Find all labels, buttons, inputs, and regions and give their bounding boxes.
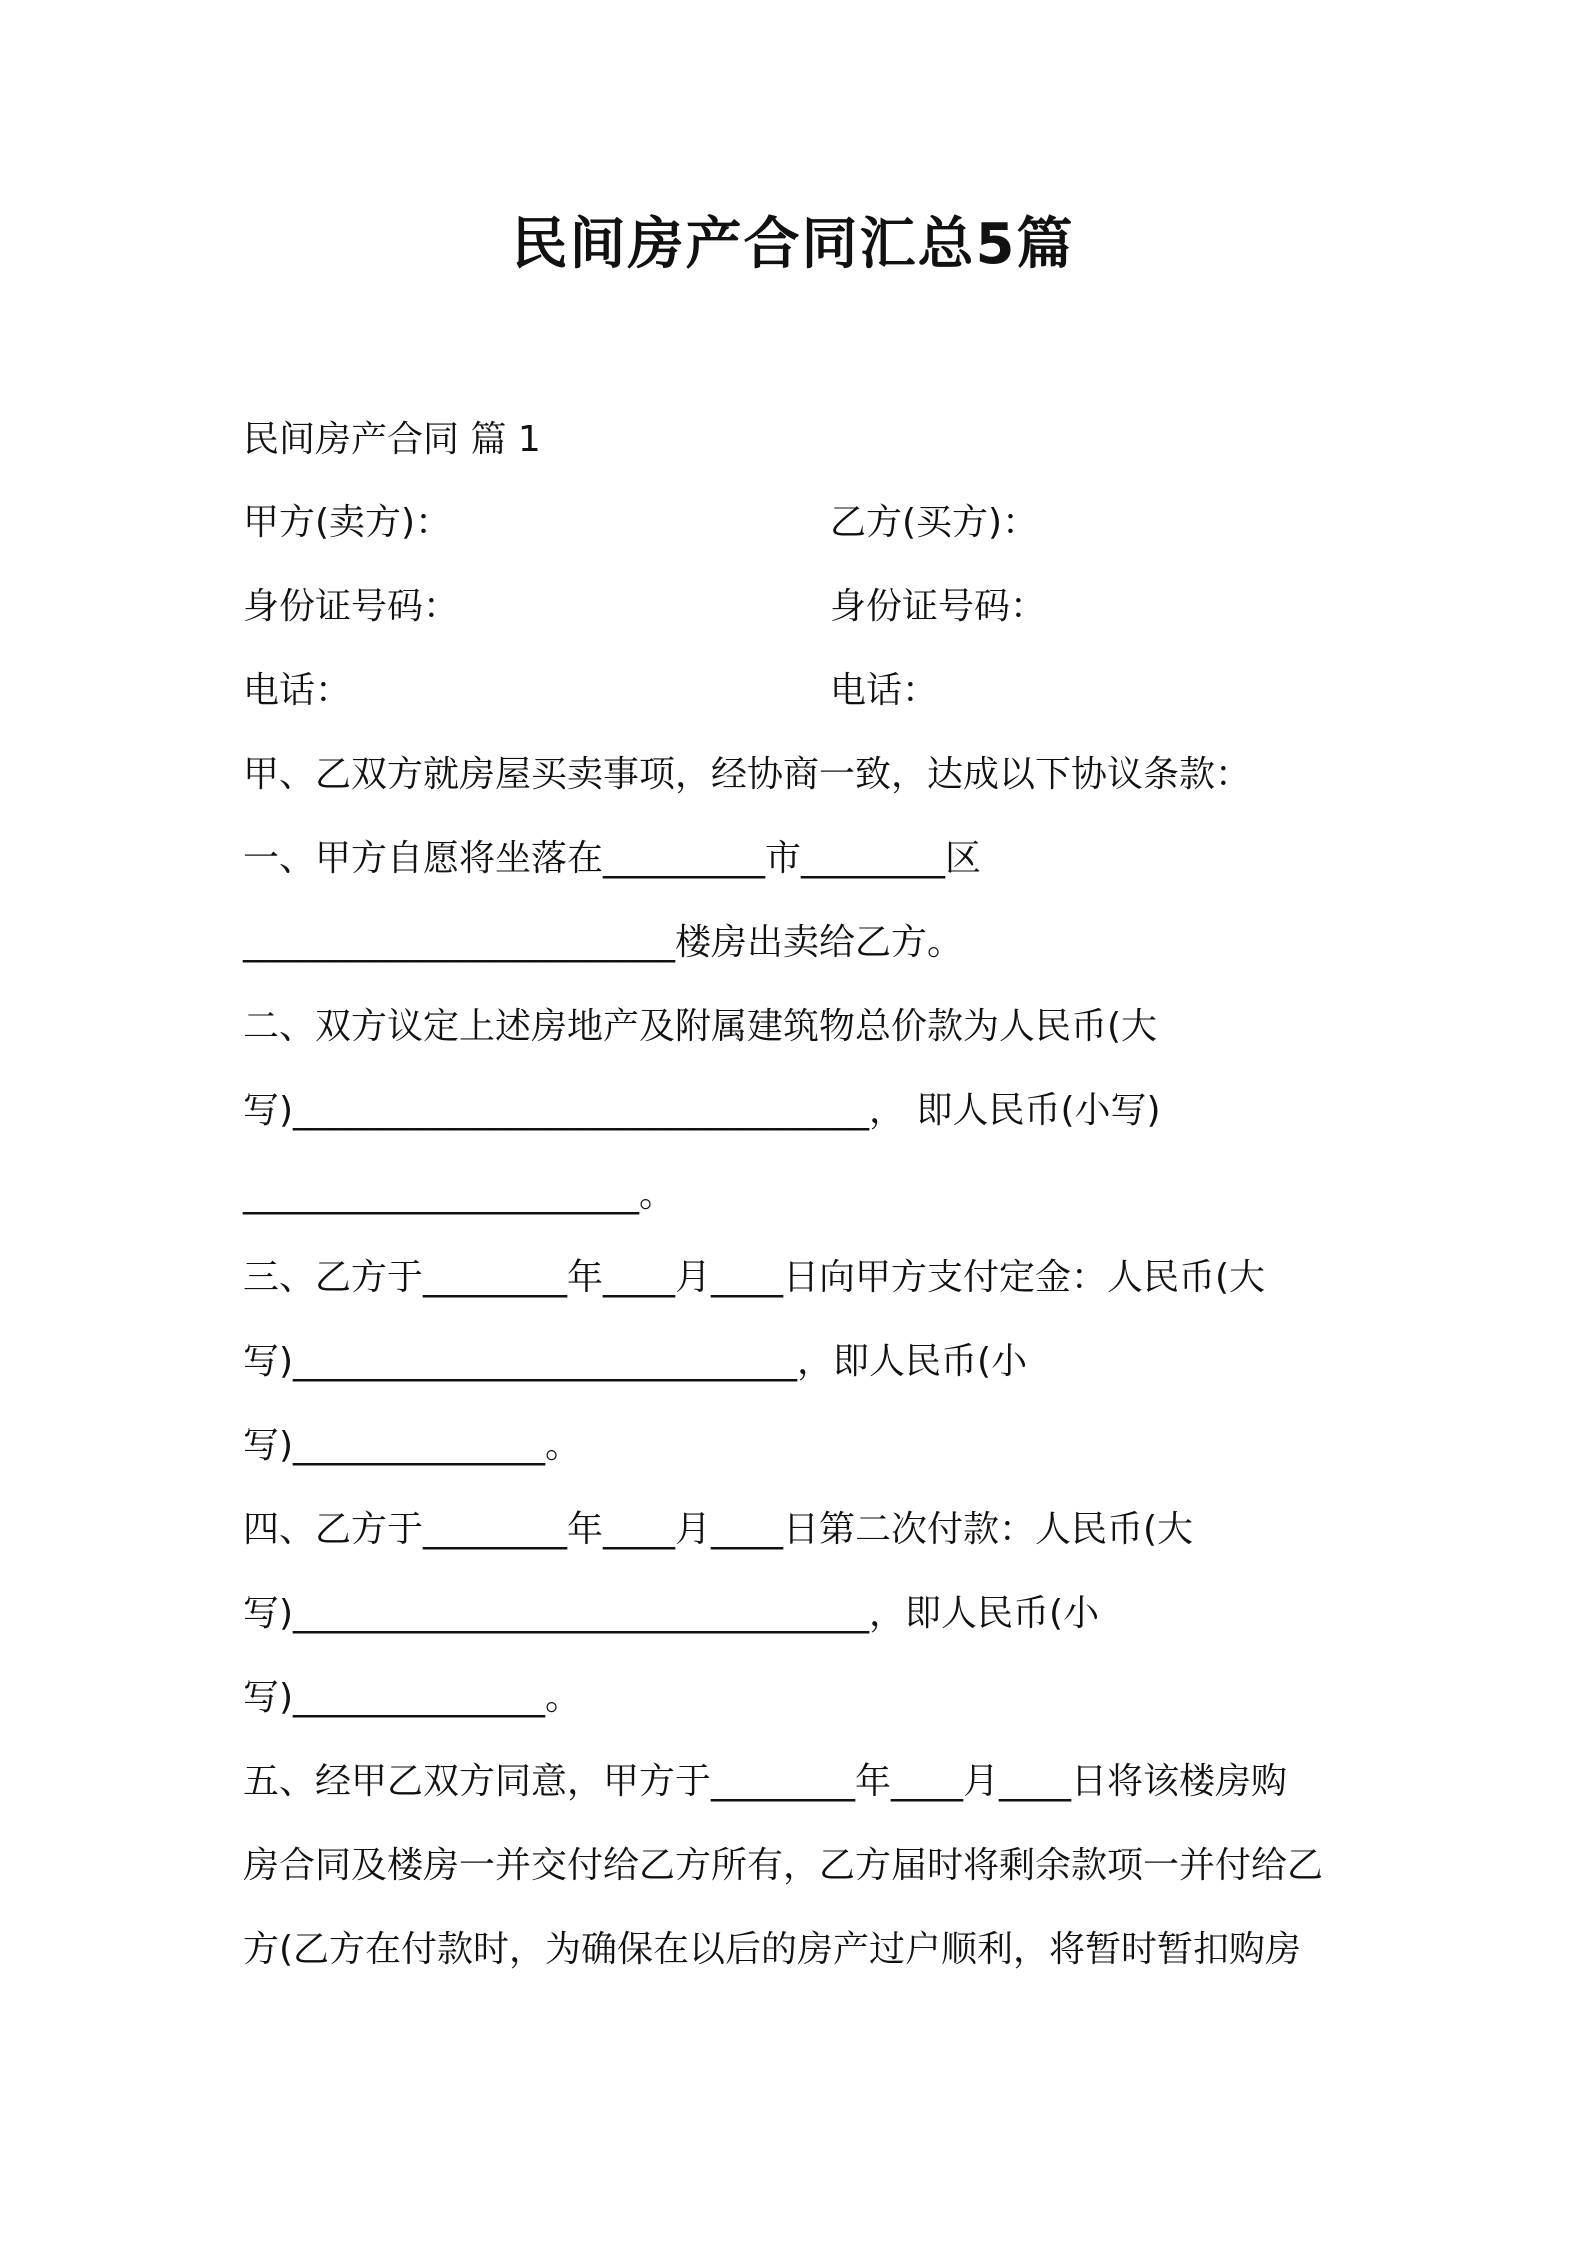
clause-3-line-2: 写)____________________________，即人民币(小 — [243, 1341, 1028, 1382]
clause-5-line-1: 五、经甲乙双方同意，甲方于________年____月____日将该楼房购 — [243, 1761, 1288, 1802]
document-title: 民间房产合同汇总5篇 — [511, 212, 1075, 277]
clause-4-line-1: 四、乙方于________年____月____日第二次付款：人民币(大 — [243, 1509, 1194, 1550]
id-row — [243, 582, 1343, 632]
clause-1-line-2: ________________________楼房出卖给乙方。 — [243, 922, 964, 963]
party-row — [243, 498, 1343, 548]
party-b-label: 乙方(买方)： — [830, 502, 1039, 543]
clause-2-line-3: ______________________。 — [243, 1174, 675, 1215]
clause-5-line-2: 房合同及楼房一并交付给乙方所有，乙方届时将剩余款项一并付给乙 — [243, 1845, 1324, 1886]
clause-1-line-1: 一、甲方自愿将坐落在_________市________区 — [243, 838, 982, 879]
clause-3-line-1: 三、乙方于________年____月____日向甲方支付定金：人民币(大 — [243, 1257, 1266, 1298]
intro-paragraph: 甲、乙双方就房屋买卖事项，经协商一致，达成以下协议条款： — [243, 754, 1252, 795]
phone-row — [243, 666, 1343, 716]
clause-4-line-3: 写)______________。 — [243, 1677, 582, 1718]
clause-2-line-1: 二、双方议定上述房地产及附属建筑物总价款为人民币(大 — [243, 1006, 1158, 1047]
clause-3-line-3: 写)______________。 — [243, 1425, 582, 1466]
clause-5-line-3: 方(乙方在付款时，为确保在以后的房产过户顺利，将暂时暂扣购房 — [243, 1929, 1302, 1970]
party-a-label: 甲方(卖方)： — [243, 502, 452, 543]
clause-4-line-2: 写)________________________________，即人民币(小 — [243, 1593, 1100, 1634]
party-b-id-label: 身份证号码： — [830, 586, 1047, 627]
party-a-id-label: 身份证号码： — [243, 586, 460, 627]
clause-2-line-2: 写)________________________________， 即人民币(小写) — [243, 1090, 1161, 1131]
party-a-phone-label: 电话： — [243, 670, 352, 711]
section-heading: 民间房产合同 篇 1 — [243, 419, 541, 460]
party-b-phone-label: 电话： — [830, 670, 939, 711]
